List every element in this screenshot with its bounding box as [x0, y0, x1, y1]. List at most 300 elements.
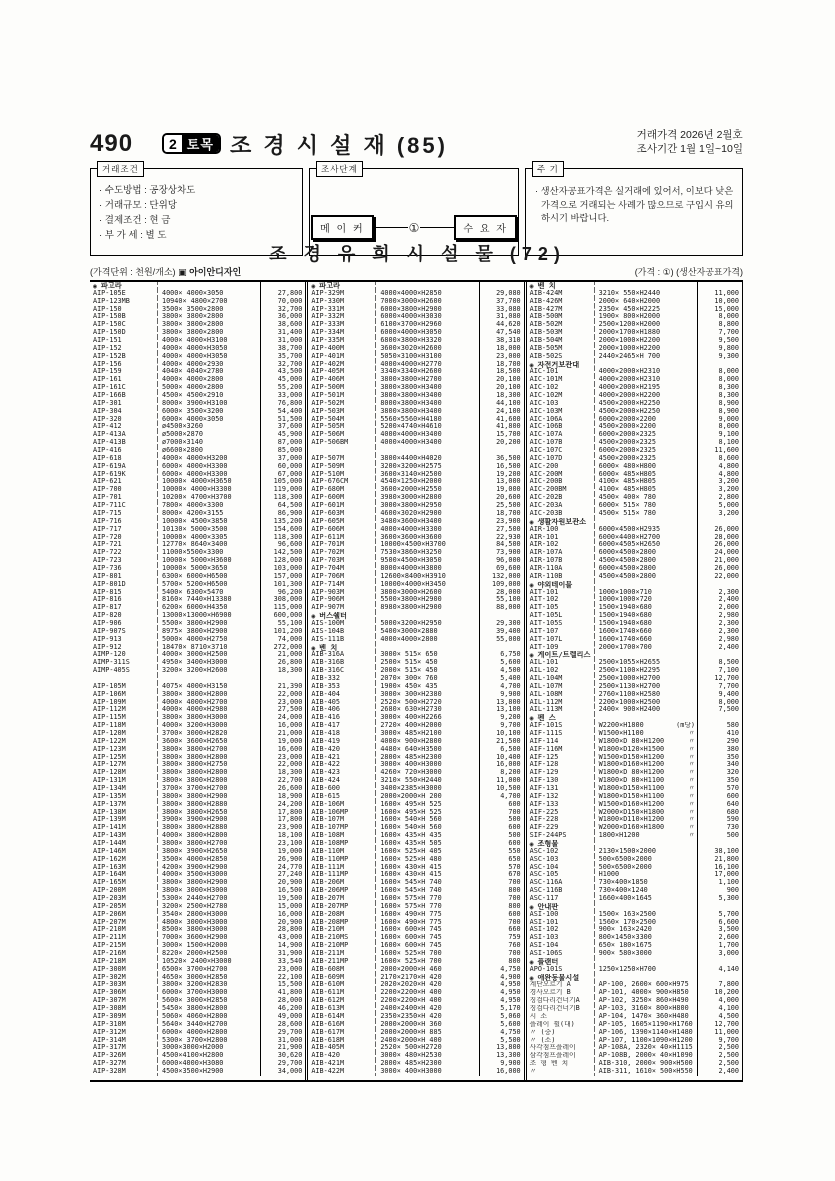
- product-spec: [157, 384, 260, 392]
- product-spec: [594, 777, 697, 785]
- product-price: 4,500: [479, 667, 524, 675]
- product-code: AIB-206MP: [311, 887, 349, 895]
- spec-dimensions: 3210× 550×H2440: [380, 777, 442, 785]
- product-price: 13,000: [479, 478, 524, 486]
- product-spec: [157, 887, 260, 895]
- product-code: AIB-502M: [529, 321, 563, 329]
- table-row: [527, 573, 742, 581]
- product-spec: [157, 628, 260, 636]
- table-row: [527, 478, 742, 486]
- table-row: [90, 376, 305, 384]
- product-price: 85,000: [260, 447, 305, 455]
- product-spec: [157, 502, 260, 510]
- product-code: AIB-614M: [311, 1012, 345, 1020]
- spec-dimensions: 3000× 485×H2100: [380, 729, 442, 737]
- table-row: [90, 494, 305, 502]
- product-code: AIB-600: [311, 785, 340, 792]
- table-row: [90, 384, 305, 392]
- product-price: 31,400: [260, 329, 305, 337]
- table-row: [90, 848, 305, 856]
- table-row: [308, 455, 523, 463]
- product-spec: [157, 981, 260, 989]
- product-price: 640: [697, 801, 742, 809]
- product-spec: [594, 746, 697, 754]
- spec-dimensions: 730×400×1240: [598, 887, 648, 895]
- product-spec: [375, 455, 478, 463]
- product-price: 1,100: [697, 879, 742, 887]
- product-spec: [375, 903, 478, 911]
- product-price: 5,400: [479, 675, 524, 683]
- product-price: 55,200: [260, 384, 305, 392]
- product-code: AIP-146M: [93, 847, 126, 855]
- product-code: AIP-329M: [311, 289, 345, 297]
- product-price: 5,500: [479, 1037, 524, 1045]
- spec-dimensions: 1660×400×1645: [598, 895, 652, 903]
- table-row: [527, 329, 742, 337]
- spec-dimensions: 4000× 900×H2800: [380, 737, 442, 745]
- spec-dimensions: 3200× 2500×H2780: [162, 902, 228, 910]
- product-spec: [375, 447, 478, 455]
- product-code: AIP-406M: [311, 376, 345, 384]
- table-row: [90, 502, 305, 510]
- product-price: 23,000: [479, 353, 524, 361]
- product-code: AIP-722: [93, 549, 122, 557]
- table-row: [308, 534, 523, 542]
- spec-dimensions: 3800×4400×H4020: [380, 454, 442, 462]
- product-code: AIP-326M: [93, 1052, 126, 1060]
- table-row: [527, 1021, 742, 1029]
- table-row: [90, 738, 305, 746]
- product-code: AIS-111B: [311, 635, 345, 643]
- product-code: AIF-129: [529, 769, 559, 777]
- product-code: AIC-200B: [529, 478, 563, 486]
- product-code: AIP-215M: [93, 942, 126, 950]
- table-row: [308, 471, 523, 479]
- spec-dimensions: 2000×2000×H 200: [380, 792, 442, 800]
- product-spec: [375, 974, 478, 982]
- spec-dimensions: 4500×4500×2800: [598, 572, 656, 580]
- section-row: [527, 518, 742, 526]
- spec-dimensions: 1600× 575×H 770: [380, 895, 442, 903]
- spec-dimensions: 1900× 450× 435: [380, 682, 438, 690]
- product-spec: [375, 471, 478, 479]
- table-row: [90, 1060, 305, 1068]
- product-price: 96,200: [260, 589, 305, 597]
- table-row: [527, 706, 742, 714]
- spec-dimensions: 3800× 3800×H2800: [162, 690, 228, 698]
- spec-dimensions: 3800× 3800×2800: [162, 313, 224, 321]
- spec-dimensions: 5560×5560×H4180: [380, 415, 442, 423]
- spec-dimensions: W2000×D160×H1800: [598, 824, 665, 832]
- product-price: 27,500: [479, 526, 524, 534]
- product-price: 680: [697, 809, 742, 817]
- product-code: AIP-163M: [93, 863, 126, 871]
- product-code: AIP-717: [93, 525, 122, 533]
- table-row: [90, 997, 305, 1005]
- product-price: 6,600: [697, 919, 742, 927]
- product-spec: [594, 738, 697, 746]
- product-code: AIB-206M: [311, 879, 345, 887]
- product-code: AIP-721: [93, 541, 122, 549]
- spec-dimensions: 2170×2170×H 420: [380, 973, 442, 981]
- spec-dimensions: W1800×D 80×H1200: [598, 737, 665, 745]
- table-row: [527, 683, 742, 691]
- table-row: [308, 337, 523, 345]
- product-price: 23,100: [260, 840, 305, 848]
- product-code: 삼각점프플레이: [529, 1052, 576, 1060]
- product-price: 16,000: [479, 1068, 524, 1076]
- spec-dimensions: 3800× 3800×H2700: [162, 840, 228, 848]
- spec-dimensions: 5500×3800×H2900: [380, 596, 442, 604]
- spec-dimensions: 3800× 3800×H3000: [162, 714, 228, 722]
- table-row: [308, 431, 523, 439]
- table-row: [527, 306, 742, 314]
- section-bullet-icon: ◉: [529, 902, 538, 911]
- spec-dimensions: AP-108B, 2000× 40×H1090: [598, 1052, 693, 1060]
- section-row: [527, 903, 742, 911]
- spec-dimensions: 6000×2000×2200: [598, 415, 656, 423]
- product-spec: [157, 392, 260, 400]
- product-code: AIB-505M: [529, 344, 563, 352]
- product-code: AIR-107B: [529, 557, 563, 565]
- product-spec: [157, 510, 260, 518]
- product-spec: [594, 612, 697, 620]
- product-code: AIP-162M: [93, 855, 126, 863]
- spec-dimensions: 3000× 515× 650: [380, 651, 438, 659]
- spec-dimensions: 7000×3000×H2600: [380, 297, 442, 305]
- table-row: [90, 306, 305, 314]
- product-code: AIP-135M: [93, 792, 126, 800]
- section-row: [527, 651, 742, 659]
- spec-unit-note: 〃: [688, 745, 695, 753]
- table-row: [527, 534, 742, 542]
- product-spec: [594, 714, 697, 722]
- table-row: [527, 416, 742, 424]
- spec-dimensions: ø4500×3260: [162, 423, 203, 431]
- product-spec: [375, 816, 478, 824]
- spec-dimensions: W1800×D120×H1500: [598, 745, 665, 753]
- spec-dimensions: AP-104, 1470× 360×H480: [598, 1012, 689, 1020]
- table-row: [527, 486, 742, 494]
- spec-dimensions: W1800×D150×H1100: [598, 785, 665, 792]
- table-row: [527, 934, 742, 942]
- product-price: 24,000: [697, 549, 742, 557]
- product-price: 96,600: [260, 541, 305, 549]
- section-bullet-icon: ◉: [529, 651, 538, 660]
- issue-date: 거래가격 2026년 2월호: [636, 129, 743, 141]
- spec-dimensions: 1600× 525×H 700: [380, 950, 442, 958]
- table-row: [90, 864, 305, 872]
- product-spec: [594, 691, 697, 699]
- product-price: 4,140: [697, 966, 742, 974]
- product-price: 20,900: [260, 919, 305, 927]
- spec-dimensions: 5050×3100×H3100: [380, 352, 442, 360]
- table-row: [308, 683, 523, 691]
- spec-dimensions: 3800×3800×H3400: [380, 407, 442, 415]
- spec-unit-note: 〃: [688, 824, 695, 832]
- product-spec: [157, 1037, 260, 1045]
- product-price: 23,900: [260, 824, 305, 832]
- spec-dimensions: 10000× 5000×H3600: [162, 557, 232, 565]
- product-code: AIP-123MB: [93, 297, 130, 305]
- table-row: [90, 1005, 305, 1013]
- spec-dimensions: 2800× 485×H2300: [380, 753, 442, 761]
- spec-dimensions: 6000×4500×H2935: [598, 525, 661, 533]
- product-price: 600: [479, 801, 524, 809]
- product-code: AIC-106B: [529, 423, 563, 431]
- table-row: [527, 699, 742, 707]
- spec-dimensions: 4600×3020×H2900: [380, 509, 442, 517]
- product-spec: [157, 840, 260, 848]
- product-price: 23,000: [260, 699, 305, 707]
- product-spec: [375, 486, 478, 494]
- product-spec: [594, 376, 697, 384]
- product-code: AIB-210MS: [311, 934, 349, 942]
- consumer-node: 수 요 자: [454, 215, 517, 240]
- spec-dimensions: 3700× 3700×H2700: [162, 785, 228, 792]
- spec-dimensions: AP-107, 1100×1090×H1200: [598, 1036, 693, 1044]
- product-price: 18,700: [479, 361, 524, 369]
- spec-dimensions: 4000× 3800×H2800: [162, 832, 228, 840]
- product-price: 43,000: [260, 934, 305, 942]
- product-spec: [157, 494, 260, 502]
- product-spec: [157, 1013, 260, 1021]
- product-price: 34,000: [260, 1068, 305, 1076]
- flow-line-left: [374, 227, 408, 228]
- product-code: AIP-327M: [93, 1060, 126, 1068]
- spec-dimensions: 4000×4000×H3400: [380, 439, 442, 447]
- product-price: 5,600: [479, 659, 524, 667]
- spec-dimensions: 5400× 6300×5470: [162, 588, 224, 596]
- product-spec: [594, 1037, 697, 1045]
- product-code: AIP-723: [93, 557, 122, 565]
- product-code: ASI-101: [529, 918, 559, 926]
- spec-dimensions: 500×6500×2000: [598, 863, 652, 871]
- table-row: [90, 683, 305, 691]
- product-spec: [594, 534, 697, 542]
- product-price: 600: [479, 911, 524, 919]
- product-price: 700: [479, 895, 524, 903]
- spec-dimensions: 2500×1000×H2700: [598, 674, 661, 682]
- spec-dimensions: 3800×3800×H3400: [380, 392, 442, 400]
- product-spec: [594, 1013, 697, 1021]
- product-code: AIP-300M: [93, 965, 126, 973]
- table-row: [527, 510, 742, 518]
- product-price: 26,900: [260, 856, 305, 864]
- spec-dimensions: 2000×2000×H 885: [380, 1028, 442, 1036]
- product-price: 18,300: [260, 769, 305, 777]
- spec-dimensions: W2200×H1800: [598, 722, 644, 730]
- product-price: 8,900: [697, 400, 742, 408]
- product-price: 4,950: [479, 997, 524, 1005]
- product-price: 9,000: [697, 416, 742, 424]
- product-code: ASI-104: [529, 942, 559, 950]
- product-code: AIP-150C: [93, 321, 126, 329]
- product-code: 계단오르기 A: [529, 981, 571, 989]
- product-code: AIB-423: [311, 769, 340, 777]
- product-price: 8,300: [697, 384, 742, 392]
- product-code: AIB-111M: [311, 863, 345, 871]
- table-row: [308, 306, 523, 314]
- table-row: [527, 691, 742, 699]
- spec-dimensions: W2000×D150×H1800: [598, 808, 665, 816]
- table-row: [527, 557, 742, 565]
- product-price: 21,900: [260, 1044, 305, 1052]
- table-row: [527, 471, 742, 479]
- spec-dimensions: 1250×1250×H700: [598, 965, 656, 973]
- product-price: 5,300: [697, 895, 742, 903]
- product-spec: [157, 651, 260, 659]
- product-price: 9,400: [697, 691, 742, 699]
- table-row: [90, 408, 305, 416]
- product-price: 18,300: [260, 667, 305, 675]
- product-spec: [375, 738, 478, 746]
- table-row: [308, 636, 523, 644]
- table-row: [90, 777, 305, 785]
- product-spec: [594, 298, 697, 306]
- product-code: AIP-402M: [311, 360, 345, 368]
- spec-dimensions: 2500× 515× 450: [380, 659, 438, 667]
- section-header: ◉ 파고라: [311, 282, 340, 290]
- spec-dimensions: 1600× 600×H 745: [380, 934, 442, 942]
- table-row: [527, 1029, 742, 1037]
- product-spec: [375, 290, 478, 298]
- product-price: 3,500: [697, 926, 742, 934]
- section-header: ◉ 파고라: [93, 282, 122, 290]
- product-price: 39,400: [479, 628, 524, 636]
- product-spec: [157, 549, 260, 557]
- product-spec: [157, 895, 260, 903]
- product-price: 27,240: [260, 871, 305, 879]
- spec-dimensions: 1000×1000×710: [598, 588, 652, 596]
- product-spec: [375, 722, 478, 730]
- product-spec: [157, 714, 260, 722]
- product-price: 12,700: [697, 1021, 742, 1029]
- spec-dimensions: 6000×2000×2325: [598, 431, 656, 439]
- table-row: [527, 376, 742, 384]
- product-price: 10,200: [697, 989, 742, 997]
- spec-dimensions: 3800× 3800×H2700: [162, 745, 228, 753]
- product-code: AIP-405M: [311, 368, 345, 376]
- table-row: [308, 934, 523, 942]
- product-price: 44,100: [479, 400, 524, 408]
- product-spec: [157, 864, 260, 872]
- table-row: [90, 353, 305, 361]
- product-spec: [594, 824, 697, 832]
- product-code: AIP-906M: [311, 596, 345, 604]
- product-price: 46,200: [260, 1005, 305, 1013]
- product-spec: [375, 958, 478, 966]
- spec-dimensions: 2760×1100×H2580: [598, 690, 661, 698]
- product-price: 19,200: [479, 471, 524, 479]
- product-price: 15,700: [479, 431, 524, 439]
- spec-dimensions: 4000× 4000×H3200: [162, 454, 228, 462]
- product-price: 26,000: [697, 565, 742, 573]
- table-row: [308, 376, 523, 384]
- spec-dimensions: 3500× 3500×2800: [162, 305, 224, 313]
- spec-dimensions: 5500× 3800×H2900: [162, 619, 228, 627]
- product-spec: [594, 659, 697, 667]
- spec-dimensions: 4100× 485×H805: [598, 486, 656, 494]
- product-code: AIP-335M: [311, 337, 345, 345]
- spec-dimensions: 2500×1130×H2700: [598, 682, 661, 690]
- product-spec: [157, 824, 260, 832]
- product-code: AIB-316C: [311, 667, 345, 675]
- spec-dimensions: 4500×4100×H2800: [162, 1052, 224, 1060]
- product-spec: [594, 290, 697, 298]
- product-code: AIP-105E: [93, 289, 126, 297]
- product-code: AIP-501M: [311, 392, 345, 400]
- spec-dimensions: 11000×5500×3300: [162, 549, 224, 557]
- spec-dimensions: 500×6500×2000: [598, 855, 652, 863]
- table-row: [308, 298, 523, 306]
- flow-line-right: [420, 227, 454, 228]
- spec-dimensions: 4000× 4000×H2980: [162, 706, 228, 714]
- product-code: AIP-906: [93, 619, 122, 627]
- spec-dimensions: 1600× 490×H 775: [380, 910, 442, 918]
- spec-dimensions: 2350× 450×H2225: [598, 305, 661, 313]
- table-row: [308, 353, 523, 361]
- table-row: [527, 502, 742, 510]
- product-price: 135,200: [260, 518, 305, 526]
- spec-unit-note: 〃: [688, 792, 695, 800]
- product-spec: [157, 353, 260, 361]
- product-spec: [375, 895, 478, 903]
- product-spec: [375, 321, 478, 329]
- product-price: 27,800: [260, 290, 305, 298]
- product-price: 8,500: [697, 659, 742, 667]
- product-code: AIP-166B: [93, 392, 126, 400]
- table-row: [527, 667, 742, 675]
- product-spec: [594, 683, 697, 691]
- product-code: AIP-137M: [93, 800, 126, 808]
- table-row: [308, 1068, 523, 1076]
- section-header: ◉ 플랜터: [529, 957, 559, 966]
- product-price: 4,100: [697, 1005, 742, 1013]
- product-spec: [594, 919, 697, 927]
- spec-dimensions: 3600× 3600×H2650: [162, 737, 228, 745]
- product-price: 730: [697, 824, 742, 832]
- product-spec: [594, 856, 697, 864]
- product-spec: [375, 871, 478, 879]
- product-price: 69,600: [479, 565, 524, 573]
- spec-dimensions: 8160× 7440×H13380: [162, 596, 232, 604]
- spec-dimensions: 1900× 800×H2000: [598, 313, 661, 321]
- product-spec: [157, 659, 260, 667]
- table-row: [527, 345, 742, 353]
- table-row: [308, 699, 523, 707]
- spec-dimensions: W1500×D150×H1200: [598, 753, 665, 761]
- table-row: [90, 368, 305, 376]
- table-row: [308, 329, 523, 337]
- product-code: SIF-244PS: [529, 832, 567, 840]
- product-code: AIB-419: [311, 737, 340, 745]
- spec-dimensions: 3800× 3800×H2650: [162, 808, 228, 816]
- product-price: 36,000: [260, 313, 305, 321]
- spec-dimensions: 4000× 3200×H3000: [162, 722, 228, 730]
- table-row: [527, 494, 742, 502]
- product-code: 징검다리건너기B: [529, 1005, 580, 1013]
- product-spec: [375, 534, 478, 542]
- product-spec: [157, 620, 260, 628]
- spec-dimensions: 3000× 400×H3000: [380, 1067, 442, 1075]
- product-code: AIP-161C: [93, 384, 126, 392]
- product-code: AIP-150: [93, 305, 122, 313]
- product-spec: [375, 361, 478, 369]
- product-price: 13,800: [479, 699, 524, 707]
- spec-dimensions: 8000×4000×H3800: [380, 564, 442, 572]
- product-spec: [594, 282, 697, 290]
